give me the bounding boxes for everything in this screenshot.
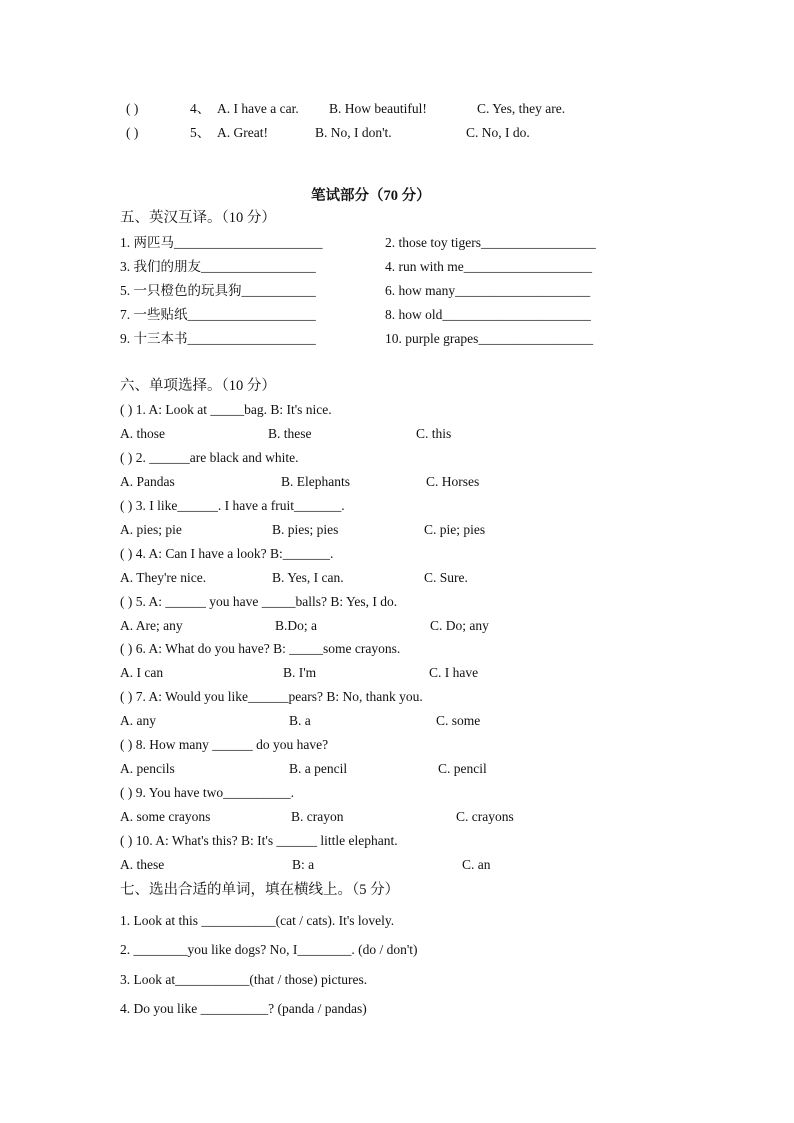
section6-q1-option-c: C. this — [416, 426, 452, 441]
section6-q4-option-c: C. Sure. — [424, 570, 468, 585]
section5-item-10: 10. purple grapes_________________ — [385, 331, 594, 346]
section5-item-4: 4. run with me___________________ — [385, 259, 592, 274]
section7-item-1: 1. Look at this ___________(cat / cats). It's lovely. — [120, 913, 395, 928]
section6-q8-option-c: C. pencil — [438, 761, 487, 776]
section6-q8-stem: ( ) 8. How many ______ do you have? — [120, 737, 329, 752]
section6-q7-option-c: C. some — [436, 713, 481, 728]
section6-q10-option-b: B: a — [292, 857, 315, 872]
section6-q2-option-a: A. Pandas — [120, 474, 175, 489]
section6-q6-stem: ( ) 6. A: What do you have? B: _____some crayons. — [120, 641, 401, 656]
section6-q9-option-a: A. some crayons — [120, 809, 211, 824]
section6-q7-stem: ( ) 7. A: Would you like______pears? B: No, thank you. — [120, 689, 423, 704]
section6-q6-option-b: B. I'm — [283, 665, 317, 680]
section6-q9-option-c: C. crayons — [456, 809, 514, 824]
section5-item-2: 2. those toy tigers_________________ — [385, 235, 596, 250]
section6-q4-option-b: B. Yes, I can. — [272, 570, 344, 585]
section6-q10-option-c: C. an — [462, 857, 491, 872]
section6-q2-option-b: B. Elephants — [281, 474, 350, 489]
section6-q10-option-a: A. these — [120, 857, 165, 872]
section6-q9-option-b: B. crayon — [291, 809, 344, 824]
listening-q5-option-c: C. No, I do. — [466, 125, 530, 140]
section7-item-4: 4. Do you like __________? (panda / pandas) — [120, 1001, 367, 1016]
section5-heading: 五、英汉互译。（10 分） — [120, 210, 276, 226]
section6-q3-stem: ( ) 3. I like______. I have a fruit_______. — [120, 498, 345, 513]
section6-q8-option-b: B. a pencil — [289, 761, 348, 776]
section6-q5-option-a: A. Are; any — [120, 618, 183, 633]
section6-q2-option-c: C. Horses — [426, 474, 480, 489]
section6-q8-option-a: A. pencils — [120, 761, 175, 776]
section5-item-8: 8. how old______________________ — [385, 307, 591, 322]
section5-item-3: 3. 我们的朋友_________________ — [120, 259, 316, 274]
section6-q10-stem: ( ) 10. A: What's this? B: It's ______ little elephant. — [120, 833, 398, 848]
written-part-title: 笔试部分（70 分） — [311, 188, 431, 204]
listening-q5-option-b: B. No, I don't. — [315, 125, 392, 140]
listening-q4-option-c: C. Yes, they are. — [477, 101, 566, 116]
section6-q5-option-b: B.Do; a — [275, 618, 317, 633]
listening-q5-option-a: A. Great! — [217, 125, 268, 140]
section6-q2-stem: ( ) 2. ______are black and white. — [120, 450, 299, 465]
section6-q1-option-b: B. these — [268, 426, 312, 441]
section5-item-9: 9. 十三本书___________________ — [120, 331, 316, 346]
section6-heading: 六、单项选择。（10 分） — [120, 378, 276, 394]
section6-q1-option-a: A. those — [120, 426, 165, 441]
listening-q5-number: 5、 — [190, 125, 211, 140]
section7-item-2: 2. ________you like dogs? No, I________. (do / don't) — [120, 942, 418, 957]
section6-q6-option-c: C. I have — [429, 665, 479, 680]
section6-q6-option-a: A. I can — [120, 665, 164, 680]
section6-q3-option-c: C. pie; pies — [424, 522, 486, 537]
section6-q9-stem: ( ) 9. You have two__________. — [120, 785, 294, 800]
section6-q7-option-a: A. any — [120, 713, 156, 728]
section5-item-1: 1. 两匹马______________________ — [120, 235, 323, 250]
section5-item-6: 6. how many____________________ — [385, 283, 591, 298]
section7-item-3: 3. Look at___________(that / those) pictures. — [120, 972, 368, 987]
listening-q4-option-a: A. I have a car. — [217, 101, 299, 116]
section5-item-5: 5. 一只橙色的玩具狗___________ — [120, 283, 316, 298]
listening-q4-paren: ( ) — [126, 101, 139, 116]
section6-q5-stem: ( ) 5. A: ______ you have _____balls? B: Yes, I do. — [120, 594, 398, 609]
section6-q7-option-b: B. a — [289, 713, 311, 728]
section6-q4-stem: ( ) 4. A: Can I have a look? B:_______. — [120, 546, 334, 561]
section6-q1-stem: ( ) 1. A: Look at _____bag. B: It's nice. — [120, 402, 332, 417]
section6-q3-option-a: A. pies; pie — [120, 522, 182, 537]
section7-heading: 七、选出合适的单词，填在横线上。（5 分） — [120, 882, 400, 898]
section6-q4-option-a: A. They're nice. — [120, 570, 207, 585]
listening-q4-number: 4、 — [190, 101, 211, 116]
section6-q3-option-b: B. pies; pies — [272, 522, 339, 537]
listening-q4-option-b: B. How beautiful! — [329, 101, 427, 116]
listening-q5-paren: ( ) — [126, 125, 139, 140]
section6-q5-option-c: C. Do; any — [430, 618, 489, 633]
section5-item-7: 7. 一些贴纸___________________ — [120, 307, 316, 322]
